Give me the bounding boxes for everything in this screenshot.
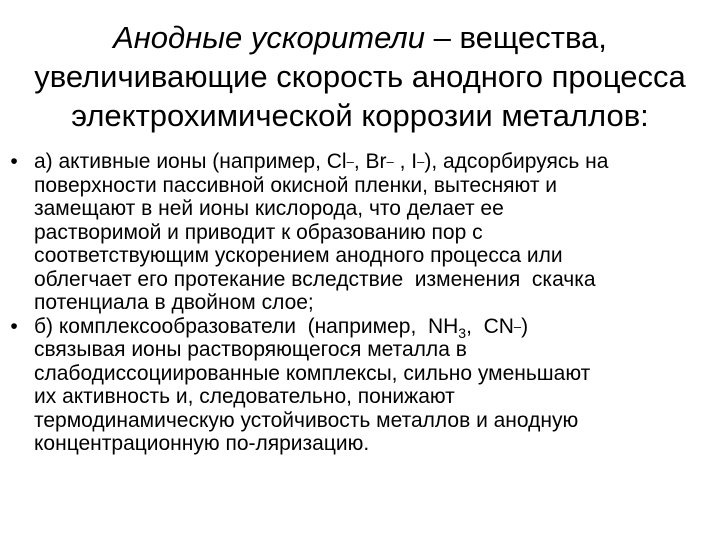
charge-superscript: –	[386, 154, 394, 169]
title-line-1-rest: – вещества,	[425, 20, 607, 55]
bullet-1-line-1	[34, 150, 720, 174]
bullet-1-line-7: потенциала в двойном слое;	[34, 291, 314, 314]
bullet-2-line-5: термодинамическую устойчивость металлов и анодную	[34, 408, 579, 432]
bullet-2-text: б) комплексообразователи (например, NH	[34, 314, 459, 338]
bullet-1-text: , Br	[353, 150, 387, 173]
bullet-2-line-1	[34, 315, 720, 339]
charge-superscript: –	[513, 318, 522, 334]
bullet-2-text: , CN	[466, 314, 514, 338]
bullet-1-text: ), адсорбируясь на	[424, 150, 609, 173]
bullet-1-text: , I	[393, 150, 418, 173]
bullet-1-line-2: поверхности пассивной окисной пленки, вытесняют и	[34, 173, 558, 197]
bullet-1-line-6: облегчает его протекание вследствие изменения скачка	[34, 267, 596, 291]
bullet-1-line-5: соответствующим ускорением анодного процесса или	[34, 244, 563, 267]
charge-superscript: –	[417, 154, 425, 169]
bullet-2-text: )	[521, 314, 529, 338]
bullet-2-line-2: связывая ионы растворяющегося металла в	[34, 338, 467, 361]
bullet-dot-icon: •	[10, 314, 18, 338]
bullet-1-line-3: замещают в ней ионы кислорода, что делает ее	[34, 197, 504, 220]
bullet-2-line-3: слабодиссоциированные комплексы, сильно уменьшают	[34, 361, 591, 385]
title-term: Анодные ускорители	[113, 20, 426, 55]
charge-superscript: –	[346, 154, 354, 169]
formula-subscript: 3	[458, 324, 467, 341]
bullet-2-line-6: концентрационную по-ляризацию.	[34, 432, 370, 455]
bullet-dot-icon: •	[10, 150, 18, 173]
bullet-2-line-4: их активность и, следовательно, понижают	[34, 385, 455, 408]
title-line-3: электрохимической коррозии металлов:	[71, 98, 649, 133]
bullet-list	[0, 150, 720, 456]
bullet-1-text: а) активные ионы (например, Cl	[34, 150, 347, 173]
slide-title	[0, 18, 720, 135]
bullet-item-complexing-agents	[0, 315, 720, 456]
title-line-2: увеличивающие скорость анодного процесса	[34, 59, 686, 94]
title-line-1	[0, 18, 720, 57]
bullet-item-anions	[0, 150, 720, 315]
bullet-1-line-4: растворимой и приводит к образованию пор с	[34, 220, 483, 244]
